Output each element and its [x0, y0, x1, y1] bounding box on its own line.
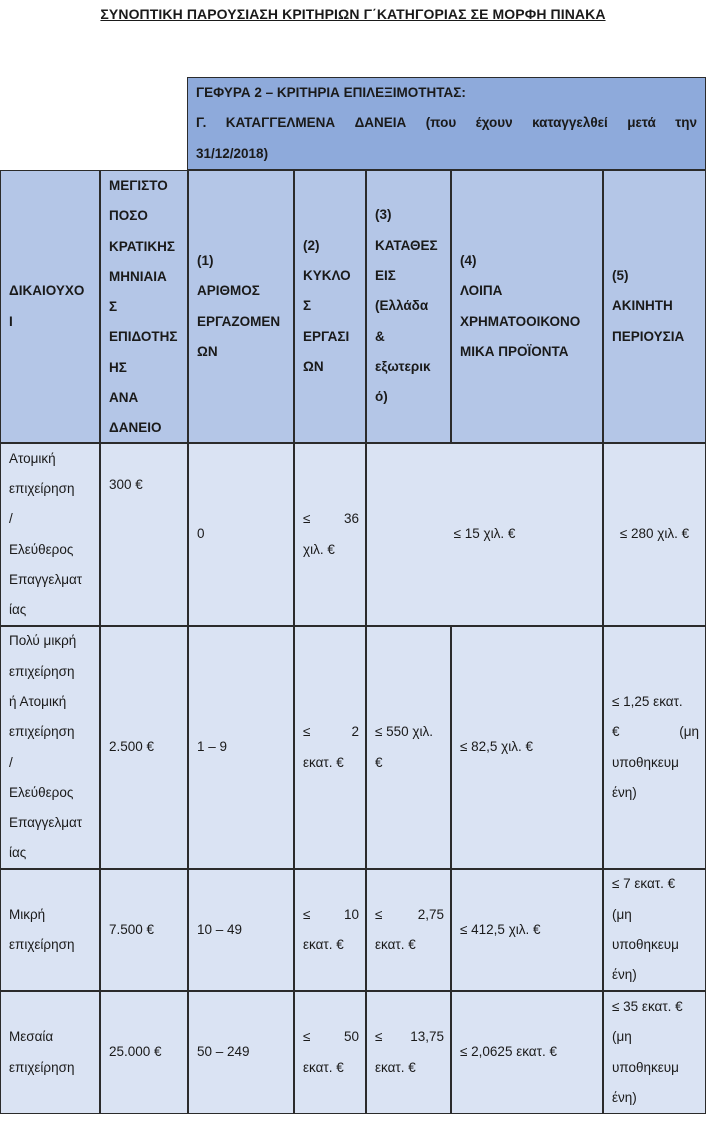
- row3-turnover: ≤ 10 εκατ. €: [294, 869, 366, 991]
- header-max-subsidy: ΜΕΓΙΣΤΟ ΠΟΣΟ ΚΡΑΤΙΚΗΣ ΜΗΝΙΑΙΑ Σ ΕΠΙΔΟΤΗΣ ΗΣ ΑΝΑ ΔΑΝΕΙΟ: [100, 170, 188, 443]
- row1-deposits-financial: ≤ 15 χιλ. €: [366, 443, 603, 626]
- row4-financial: ≤ 2,0625 εκατ. €: [451, 991, 603, 1114]
- header-employees: (1) ΑΡΙΘΜΟΣ ΕΡΓΑΖΟΜΕΝ ΩΝ: [188, 170, 294, 443]
- bridge-line-2: Γ. ΚΑΤΑΓΓΕΛΜΕΝΑ ΔΑΝΕΙΑ (που έχουν καταγγελθεί μετά την: [196, 115, 697, 131]
- row2-employees: 1 – 9: [188, 626, 294, 869]
- row1-beneficiary: Ατομική επιχείρηση / Ελεύθερος Επαγγελματ ίας: [0, 443, 100, 626]
- row3-financial: ≤ 412,5 χιλ. €: [451, 869, 603, 991]
- header-turnover: (2) ΚΥΚΛΟ Σ ΕΡΓΑΣΙ ΩΝ: [294, 170, 366, 443]
- row4-employees: 50 – 249: [188, 991, 294, 1114]
- page-title: ΣΥΝΟΠΤΙΚΗ ΠΑΡΟΥΣΙΑΣΗ ΚΡΙΤΗΡΙΩΝ Γ΄ΚΑΤΗΓΟΡΙΑΣ ΣΕ ΜΟΡΦΗ ΠΙΝΑΚΑ: [100, 6, 606, 22]
- row2-turnover: ≤ 2 εκατ. €: [294, 626, 366, 869]
- header-real-estate: (5) ΑΚΙΝΗΤΗ ΠΕΡΙΟΥΣΙΑ: [603, 170, 706, 443]
- row4-real-estate: ≤ 35 εκατ. € (μη υποθηκευμ ένη): [603, 991, 706, 1114]
- row4-beneficiary: Μεσαία επιχείρηση: [0, 991, 100, 1114]
- header-beneficiaries: ΔΙΚΑΙΟΥΧΟ Ι: [0, 170, 100, 443]
- row3-beneficiary: Μικρή επιχείρηση: [0, 869, 100, 991]
- row4-deposits: ≤ 13,75 εκατ. €: [366, 991, 451, 1114]
- row2-beneficiary: Πολύ μικρή επιχείρηση ή Ατομική επιχείρηση / Ελεύθερος Επαγγελματ ίας: [0, 626, 100, 869]
- row3-employees: 10 – 49: [188, 869, 294, 991]
- row3-subsidy: 7.500 €: [100, 869, 188, 991]
- row2-subsidy: 2.500 €: [100, 626, 188, 869]
- bridge-line-3: 31/12/2018): [196, 145, 269, 161]
- bridge-line-1: ΓΕΦΥΡΑ 2 – ΚΡΙΤΗΡΙΑ ΕΠΙΛΕΞΙΜΟΤΗΤΑΣ:: [196, 85, 466, 100]
- row3-deposits: ≤ 2,75 εκατ. €: [366, 869, 451, 991]
- row4-subsidy: 25.000 €: [100, 991, 188, 1114]
- header-deposits: (3) ΚΑΤΑΘΕΣ ΕΙΣ (Ελλάδα & εξωτερικ ό): [366, 170, 451, 443]
- row1-real-estate: ≤ 280 χιλ. €: [603, 443, 706, 626]
- row4-turnover: ≤ 50 εκατ. €: [294, 991, 366, 1114]
- row3-real-estate: ≤ 7 εκατ. € (μη υποθηκευμ ένη): [603, 869, 706, 991]
- row1-turnover: ≤ 36 χιλ. €: [294, 443, 366, 626]
- row2-deposits: ≤ 550 χιλ. €: [366, 626, 451, 869]
- row2-financial: ≤ 82,5 χιλ. €: [451, 626, 603, 869]
- row1-employees: 0: [188, 443, 294, 626]
- header-financial-products: (4) ΛΟΙΠΑ ΧΡΗΜΑΤΟΟΙΚΟΝΟ ΜΙΚΑ ΠΡΟΪΟΝΤΑ: [451, 170, 603, 443]
- row2-real-estate: ≤ 1,25 εκατ. € (μη υποθηκευμ ένη): [603, 626, 706, 869]
- bridge-header: [187, 77, 706, 170]
- row1-subsidy: 300 €: [100, 443, 188, 626]
